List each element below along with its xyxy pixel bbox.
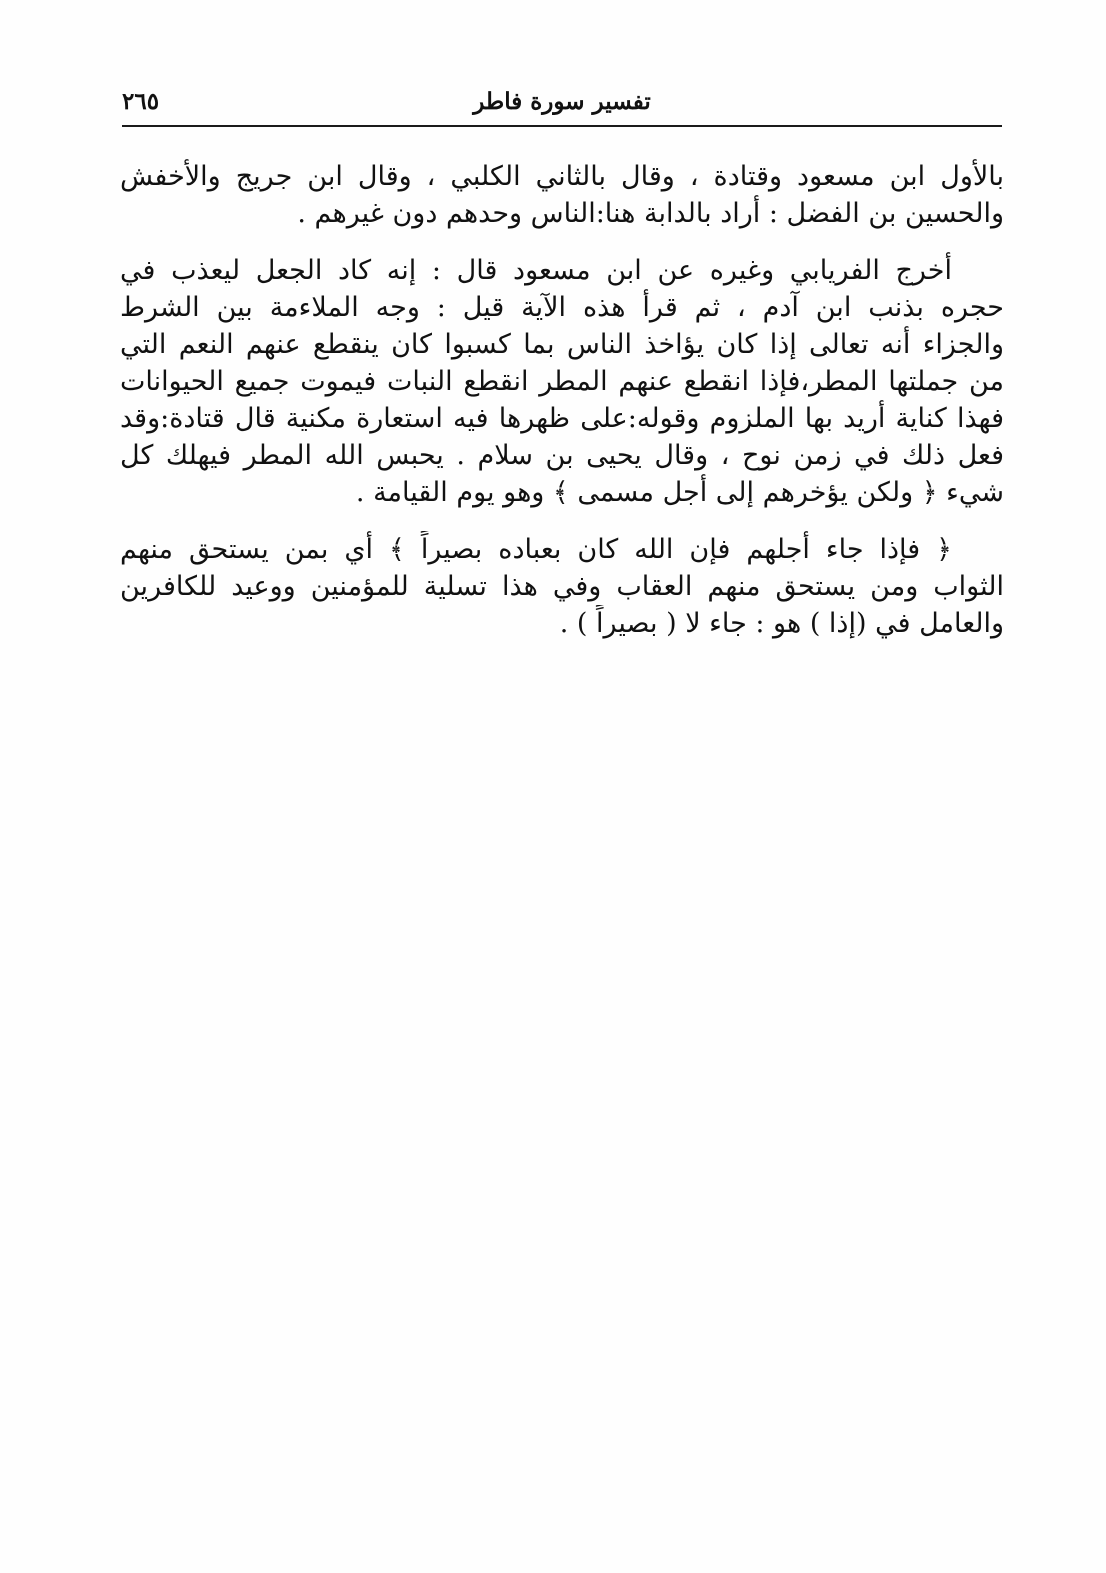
body-text xyxy=(120,158,1004,642)
text-line: من جملتها المطر،فإذا انقطع عنهم المطر انقطع النبات فيموت جميع الحيوانات xyxy=(120,366,1004,397)
text-line: فعل ذلك في زمن نوح ، وقال يحيى بن سلام . يحبس الله المطر فيهلك كل xyxy=(120,440,1004,471)
text-line: حجره بذنب ابن آدم ، ثم قرأ هذه الآية قيل : وجه الملاءمة بين الشرط xyxy=(120,292,1004,323)
text-line: والعامل في (إذا ) هو : جاء لا ( بصيراً ) . xyxy=(559,608,1004,639)
running-title: تفسير سورة فاطر xyxy=(473,88,651,115)
text-line: والحسين بن الفضل : أراد بالدابة هنا:الناس وحدهم دون غيرهم . xyxy=(297,198,1004,229)
paragraph-spacer xyxy=(120,511,1004,531)
running-head xyxy=(122,82,1002,124)
text-line: فهذا كناية أريد بها الملزوم وقوله:على ظهرها فيه استعارة مكنية قال قتادة:وقد xyxy=(120,403,1004,434)
text-line: والجزاء أنه تعالى إذا كان يؤاخذ الناس بما كسبوا كان ينقطع عنهم النعم التي xyxy=(120,329,1004,360)
header-divider xyxy=(122,125,1002,127)
text-line: شيء ﴿ ولكن يؤخرهم إلى أجل مسمى ﴾ وهو يوم القيامة . xyxy=(355,477,1004,508)
paragraph-1 xyxy=(120,158,1004,232)
paragraph-spacer xyxy=(120,232,1004,252)
text-line: أخرج الفريابي وغيره عن ابن مسعود قال : إنه كاد الجعل ليعذب في xyxy=(120,255,952,286)
paragraph-2 xyxy=(120,252,1004,511)
text-line: ﴿ فإذا جاء أجلهم فإن الله كان بعباده بصيراً ﴾ أي بمن يستحق منهم xyxy=(120,534,952,565)
text-line: الثواب ومن يستحق منهم العقاب وفي هذا تسلية للمؤمنين ووعيد للكافرين xyxy=(120,571,1004,602)
paragraph-3 xyxy=(120,531,1004,642)
text-line: بالأول ابن مسعود وقتادة ، وقال بالثاني الكلبي ، وقال ابن جريج والأخفش xyxy=(120,161,1004,192)
page-number: ٢٦٥ xyxy=(122,88,160,115)
